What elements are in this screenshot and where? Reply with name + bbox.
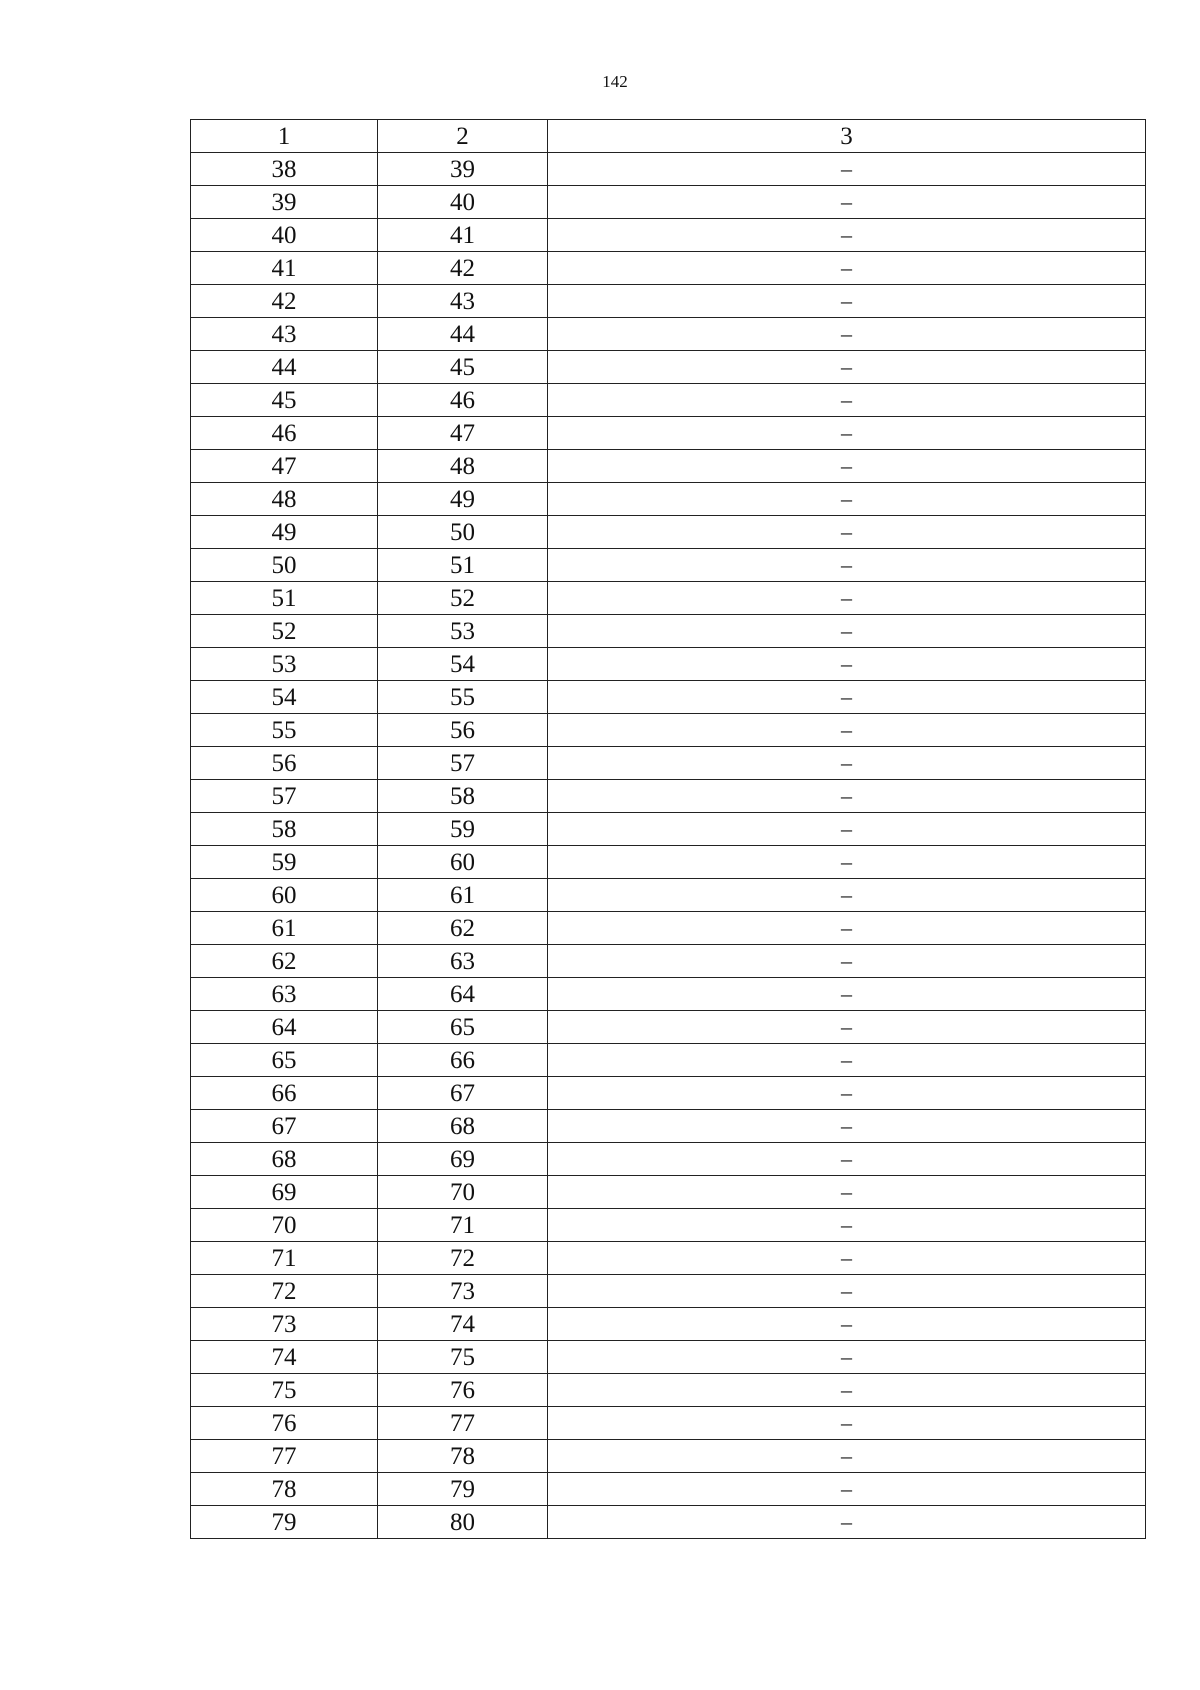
- table-cell-col-2: 51: [378, 549, 548, 582]
- table-cell-col-3: –: [548, 1209, 1146, 1242]
- column-header-1: 1: [191, 120, 378, 153]
- table-cell-col-3: –: [548, 582, 1146, 615]
- table-cell-col-1: 43: [191, 318, 378, 351]
- table-cell-col-2: 45: [378, 351, 548, 384]
- table-row: [191, 846, 1146, 879]
- table-cell-col-3: –: [548, 450, 1146, 483]
- table-row: [191, 681, 1146, 714]
- table-cell-col-2: 59: [378, 813, 548, 846]
- table-cell-col-3: –: [548, 1176, 1146, 1209]
- table-cell-col-2: 47: [378, 417, 548, 450]
- table-cell-col-3: –: [548, 1440, 1146, 1473]
- table-cell-col-3: –: [548, 186, 1146, 219]
- table-cell-col-3: –: [548, 384, 1146, 417]
- table-cell-col-1: 58: [191, 813, 378, 846]
- table-cell-col-1: 66: [191, 1077, 378, 1110]
- table-cell-col-1: 77: [191, 1440, 378, 1473]
- table-cell-col-2: 72: [378, 1242, 548, 1275]
- table-cell-col-2: 73: [378, 1275, 548, 1308]
- table-row: [191, 714, 1146, 747]
- table-cell-col-1: 54: [191, 681, 378, 714]
- table-row: [191, 1077, 1146, 1110]
- table-cell-col-2: 43: [378, 285, 548, 318]
- table-cell-col-2: 42: [378, 252, 548, 285]
- table-cell-col-1: 73: [191, 1308, 378, 1341]
- table-cell-col-2: 64: [378, 978, 548, 1011]
- table-header: [191, 120, 1146, 153]
- table-cell-col-1: 60: [191, 879, 378, 912]
- table-row: [191, 945, 1146, 978]
- table-row: [191, 1242, 1146, 1275]
- table-row: [191, 1143, 1146, 1176]
- table-cell-col-3: –: [548, 978, 1146, 1011]
- table-cell-col-2: 39: [378, 153, 548, 186]
- table-cell-col-2: 69: [378, 1143, 548, 1176]
- table-cell-col-3: –: [548, 879, 1146, 912]
- table-cell-col-2: 57: [378, 747, 548, 780]
- table-row: [191, 747, 1146, 780]
- table-cell-col-2: 80: [378, 1506, 548, 1539]
- table-cell-col-2: 53: [378, 615, 548, 648]
- table-body: [191, 153, 1146, 1539]
- table-row: [191, 1407, 1146, 1440]
- table-cell-col-3: –: [548, 1341, 1146, 1374]
- table-cell-col-3: –: [548, 1473, 1146, 1506]
- column-header-2: 2: [378, 120, 548, 153]
- table-cell-col-3: –: [548, 615, 1146, 648]
- table-cell-col-2: 76: [378, 1374, 548, 1407]
- table-row: [191, 1308, 1146, 1341]
- table-cell-col-1: 71: [191, 1242, 378, 1275]
- table-cell-col-1: 39: [191, 186, 378, 219]
- table-row: [191, 978, 1146, 1011]
- table-cell-col-1: 59: [191, 846, 378, 879]
- table-row: [191, 483, 1146, 516]
- table-cell-col-3: –: [548, 1407, 1146, 1440]
- table-cell-col-2: 68: [378, 1110, 548, 1143]
- table-row: [191, 549, 1146, 582]
- table-cell-col-3: –: [548, 417, 1146, 450]
- table-cell-col-2: 52: [378, 582, 548, 615]
- table-cell-col-3: –: [548, 747, 1146, 780]
- table-cell-col-3: –: [548, 1143, 1146, 1176]
- table-row: [191, 1473, 1146, 1506]
- table-row: [191, 1374, 1146, 1407]
- table-cell-col-3: –: [548, 714, 1146, 747]
- table-cell-col-1: 78: [191, 1473, 378, 1506]
- table-cell-col-2: 58: [378, 780, 548, 813]
- table-row: [191, 813, 1146, 846]
- table-cell-col-1: 74: [191, 1341, 378, 1374]
- table-cell-col-1: 51: [191, 582, 378, 615]
- table-cell-col-2: 40: [378, 186, 548, 219]
- table-cell-col-1: 44: [191, 351, 378, 384]
- table-cell-col-3: –: [548, 1110, 1146, 1143]
- table-cell-col-3: –: [548, 1506, 1146, 1539]
- table-cell-col-3: –: [548, 285, 1146, 318]
- table-cell-col-3: –: [548, 912, 1146, 945]
- table-cell-col-1: 64: [191, 1011, 378, 1044]
- table-row: [191, 285, 1146, 318]
- table-row: [191, 219, 1146, 252]
- table-cell-col-2: 78: [378, 1440, 548, 1473]
- table-cell-col-2: 56: [378, 714, 548, 747]
- table-cell-col-3: –: [548, 351, 1146, 384]
- table-cell-col-1: 76: [191, 1407, 378, 1440]
- table-row: [191, 912, 1146, 945]
- table-cell-col-1: 45: [191, 384, 378, 417]
- table-cell-col-3: –: [548, 813, 1146, 846]
- table-cell-col-2: 62: [378, 912, 548, 945]
- table-cell-col-2: 65: [378, 1011, 548, 1044]
- table-cell-col-2: 41: [378, 219, 548, 252]
- table-cell-col-1: 63: [191, 978, 378, 1011]
- table-cell-col-2: 63: [378, 945, 548, 978]
- table-row: [191, 1341, 1146, 1374]
- table-cell-col-3: –: [548, 516, 1146, 549]
- header-row: [191, 120, 1146, 153]
- table-cell-col-2: 75: [378, 1341, 548, 1374]
- table-cell-col-1: 61: [191, 912, 378, 945]
- table-row: [191, 516, 1146, 549]
- table-cell-col-3: –: [548, 483, 1146, 516]
- table-cell-col-3: –: [548, 1308, 1146, 1341]
- table-cell-col-1: 65: [191, 1044, 378, 1077]
- table-cell-col-1: 70: [191, 1209, 378, 1242]
- table-row: [191, 1275, 1146, 1308]
- table-cell-col-3: –: [548, 1077, 1146, 1110]
- table-cell-col-1: 67: [191, 1110, 378, 1143]
- table-cell-col-2: 67: [378, 1077, 548, 1110]
- table-cell-col-2: 71: [378, 1209, 548, 1242]
- table-row: [191, 582, 1146, 615]
- column-header-3: 3: [548, 120, 1146, 153]
- table-cell-col-3: –: [548, 1374, 1146, 1407]
- table-cell-col-1: 62: [191, 945, 378, 978]
- table-row: [191, 384, 1146, 417]
- table-row: [191, 1044, 1146, 1077]
- data-table: [190, 119, 1146, 1539]
- table-cell-col-2: 49: [378, 483, 548, 516]
- table-cell-col-3: –: [548, 681, 1146, 714]
- table-row: [191, 1209, 1146, 1242]
- table-cell-col-1: 69: [191, 1176, 378, 1209]
- table-cell-col-3: –: [548, 846, 1146, 879]
- table-row: [191, 879, 1146, 912]
- table-row: [191, 252, 1146, 285]
- table-cell-col-1: 46: [191, 417, 378, 450]
- table-cell-col-1: 41: [191, 252, 378, 285]
- table-cell-col-3: –: [548, 1242, 1146, 1275]
- table-cell-col-3: –: [548, 945, 1146, 978]
- table-cell-col-3: –: [548, 549, 1146, 582]
- table-cell-col-2: 46: [378, 384, 548, 417]
- table-cell-col-2: 74: [378, 1308, 548, 1341]
- table-row: [191, 648, 1146, 681]
- table-row: [191, 318, 1146, 351]
- table-row: [191, 153, 1146, 186]
- table-row: [191, 1110, 1146, 1143]
- table-cell-col-3: –: [548, 648, 1146, 681]
- table-cell-col-1: 79: [191, 1506, 378, 1539]
- table-row: [191, 186, 1146, 219]
- table-cell-col-3: –: [548, 252, 1146, 285]
- page-number: 142: [602, 72, 628, 91]
- table-cell-col-1: 53: [191, 648, 378, 681]
- table-cell-col-2: 61: [378, 879, 548, 912]
- table-cell-col-1: 42: [191, 285, 378, 318]
- table-cell-col-2: 66: [378, 1044, 548, 1077]
- table-row: [191, 1440, 1146, 1473]
- table-cell-col-1: 52: [191, 615, 378, 648]
- table-cell-col-2: 79: [378, 1473, 548, 1506]
- table-row: [191, 1506, 1146, 1539]
- table-row: [191, 1011, 1146, 1044]
- table-cell-col-3: –: [548, 1011, 1146, 1044]
- table-cell-col-3: –: [548, 780, 1146, 813]
- table-cell-col-1: 40: [191, 219, 378, 252]
- table-cell-col-1: 38: [191, 153, 378, 186]
- table-row: [191, 450, 1146, 483]
- table-cell-col-1: 47: [191, 450, 378, 483]
- table-cell-col-1: 48: [191, 483, 378, 516]
- table-cell-col-2: 60: [378, 846, 548, 879]
- table-cell-col-1: 75: [191, 1374, 378, 1407]
- table-cell-col-3: –: [548, 318, 1146, 351]
- table-cell-col-2: 77: [378, 1407, 548, 1440]
- table-row: [191, 417, 1146, 450]
- table-cell-col-2: 54: [378, 648, 548, 681]
- table-row: [191, 351, 1146, 384]
- table-cell-col-1: 49: [191, 516, 378, 549]
- table-cell-col-1: 68: [191, 1143, 378, 1176]
- table-cell-col-1: 56: [191, 747, 378, 780]
- table-row: [191, 615, 1146, 648]
- table-cell-col-2: 50: [378, 516, 548, 549]
- table-cell-col-2: 48: [378, 450, 548, 483]
- table-cell-col-1: 50: [191, 549, 378, 582]
- table-cell-col-3: –: [548, 219, 1146, 252]
- table-cell-col-1: 57: [191, 780, 378, 813]
- table-cell-col-3: –: [548, 1044, 1146, 1077]
- table-row: [191, 780, 1146, 813]
- table-cell-col-2: 44: [378, 318, 548, 351]
- table-cell-col-3: –: [548, 1275, 1146, 1308]
- table-cell-col-2: 70: [378, 1176, 548, 1209]
- table-cell-col-1: 72: [191, 1275, 378, 1308]
- table-cell-col-3: –: [548, 153, 1146, 186]
- table-row: [191, 1176, 1146, 1209]
- table-cell-col-2: 55: [378, 681, 548, 714]
- table-cell-col-1: 55: [191, 714, 378, 747]
